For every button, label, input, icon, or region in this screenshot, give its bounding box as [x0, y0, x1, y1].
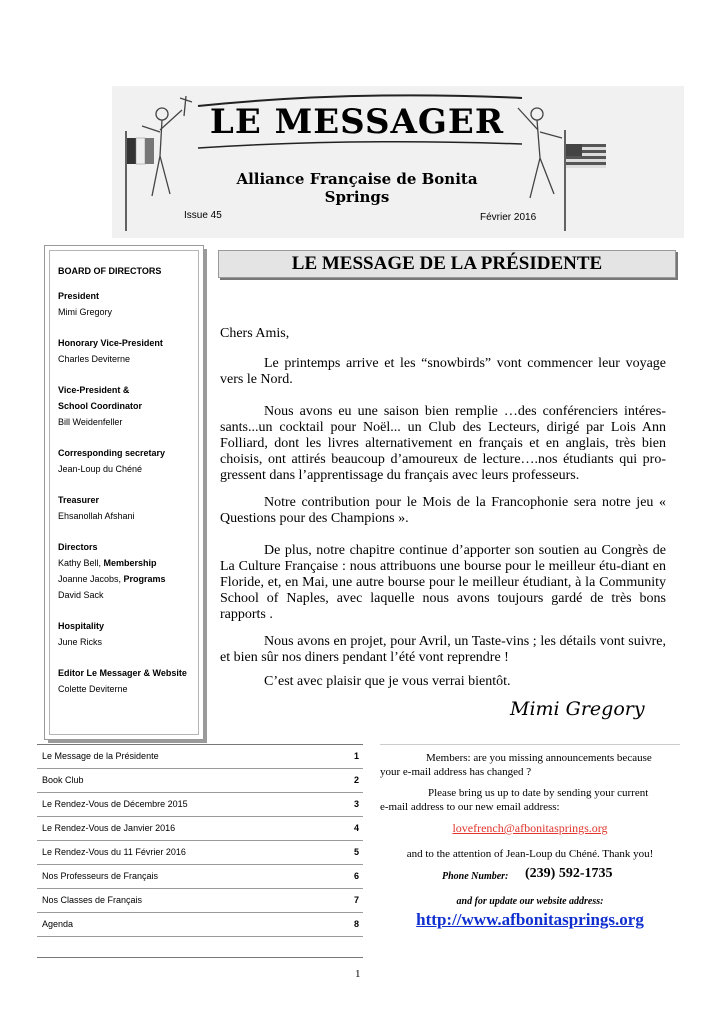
toc-row[interactable]	[37, 745, 363, 769]
phone-number: (239) 592-1735	[525, 866, 613, 881]
board-heading: BOARD OF DIRECTORS	[58, 266, 162, 276]
board-of-directors-panel	[44, 245, 204, 740]
board-member: Charles Deviterne	[58, 354, 131, 364]
board-role: Honorary Vice-President	[58, 338, 163, 348]
letter-paragraph: Notre contribution pour le Mois de la Francophonie sera notre jeu « Questions pour des Champions ».	[220, 495, 666, 526]
page-number: 1	[355, 968, 361, 980]
section-heading: LE MESSAGE DE LA PRÉSIDENTE	[291, 253, 603, 274]
toc-page: 3	[353, 799, 359, 809]
board-inner-frame	[49, 250, 199, 735]
letter-paragraph: C’est avec plaisir que je vous verrai bientôt.	[264, 674, 511, 689]
toc-title: Nos Classes de Français	[42, 895, 143, 905]
masthead	[112, 86, 684, 238]
signature: Mimi Gregory	[510, 698, 645, 720]
issue-date: Février 2016	[480, 212, 537, 223]
toc-title: Book Club	[42, 775, 84, 785]
letter-paragraph: Le printemps arrive et les “snowbirds” vont commencer leur voyage vers le Nord.	[220, 356, 666, 387]
toc-page: 2	[353, 775, 359, 785]
toc-row[interactable]	[37, 769, 363, 793]
board-member: Jean-Loup du Chéné	[58, 464, 143, 474]
board-role: Vice-President &	[58, 385, 130, 395]
right-mercury-icon	[518, 108, 562, 198]
toc-title: Agenda	[42, 919, 74, 929]
letter-paragraph: De plus, notre chapitre continue d’apporter son soutien au Congrès de La Culture Française : nous attribuons une bourse pour le meilleur étu-diant en Floride, et, en Mai, une autre bourse pour le meilleur étudiant, à la Community School of Naples, avec laquelle nous avons toujours gardé de très bons rapports .	[220, 543, 666, 622]
newsletter-title: LE MESSAGER	[209, 102, 505, 142]
board-member	[58, 557, 203, 569]
toc-row[interactable]	[37, 841, 363, 865]
director-role: Membership	[103, 558, 157, 568]
section-heading-box	[218, 250, 676, 278]
website-label: and for update our website address:	[456, 896, 604, 907]
board-role: Treasurer	[58, 495, 100, 505]
toc-title: Nos Professeurs de Français	[42, 871, 159, 881]
toc-title: Le Rendez-Vous du 11 Février 2016	[42, 847, 186, 857]
letter-salutation: Chers Amis,	[220, 326, 290, 341]
toc-title: Le Message de la Présidente	[42, 751, 159, 761]
letter-paragraph: Nous avons eu une saison bien remplie …des conférenciers intéres-sants...un cocktail pour Noël... un Club des Lecteurs, dirigé par Lois Ann Folliard, dont les livres alternativement en français et en anglais, très bien choisis, ont attirés beaucoup d’amoureux de lecture….nos étudiants qui pro-gressent dans l’apprentissage du français avec leurs professeurs.	[220, 404, 666, 483]
toc-row[interactable]	[37, 817, 363, 841]
toc-page: 6	[353, 871, 359, 881]
toc-row[interactable]	[37, 793, 363, 817]
phone-label: Phone Number:	[442, 871, 509, 882]
board-member: Colette Deviterne	[58, 684, 128, 694]
board-member: Ehsanollah Afshani	[58, 511, 135, 521]
toc-row[interactable]	[37, 865, 363, 889]
board-role: President	[58, 291, 100, 301]
director-name: Joanne Jacobs,	[58, 574, 124, 584]
members-notice: your e-mail address has changed ?	[380, 766, 532, 778]
toc-row[interactable]	[37, 913, 363, 937]
toc-bottom-rule	[37, 957, 363, 958]
members-notice: Please bring us up to date by sending your current	[428, 787, 649, 799]
board-member: Bill Weidenfeller	[58, 417, 123, 427]
email-link[interactable]: lovefrench@afbonitasprings.org	[452, 821, 608, 835]
members-attention: and to the attention of Jean-Loup du Chéné. Thank you!	[406, 848, 654, 860]
letter-paragraph: Nous avons en projet, pour Avril, un Taste-vins ; les détails vont suivre, et bien sûr nos diners pendant l’été vont reprendre !	[220, 634, 666, 665]
members-notice: e-mail address to our new email address:	[380, 801, 560, 813]
members-notice: Members: are you missing announcements because	[426, 752, 652, 764]
toc-row[interactable]	[37, 889, 363, 913]
toc-page: 1	[353, 751, 359, 761]
board-role: Hospitality	[58, 621, 105, 631]
french-flag-icon	[126, 131, 154, 231]
board-role: Directors	[58, 542, 98, 552]
toc-page: 4	[353, 823, 359, 833]
issue-number: Issue 45	[184, 210, 222, 221]
board-member: Mimi Gregory	[58, 307, 113, 317]
board-member: David Sack	[58, 590, 104, 600]
toc-page: 5	[353, 847, 359, 857]
toc-title: Le Rendez-Vous de Janvier 2016	[42, 823, 176, 833]
website-link[interactable]: http://www.afbonitasprings.org	[416, 910, 644, 929]
newsletter-subtitle: Alliance Française de Bonita Springs	[236, 170, 478, 206]
board-role: Editor Le Messager & Website	[58, 668, 187, 678]
toc-page: 8	[353, 919, 359, 929]
toc-page: 7	[353, 895, 359, 905]
board-member: June Ricks	[58, 637, 103, 647]
members-top-rule	[380, 744, 680, 745]
board-member	[58, 573, 203, 585]
board-role: Corresponding secretary	[58, 448, 166, 458]
us-flag-icon	[565, 130, 606, 231]
director-name: Kathy Bell,	[58, 558, 104, 568]
board-role: School Coordinator	[58, 401, 142, 411]
toc-title: Le Rendez-Vous de Décembre 2015	[42, 799, 188, 809]
director-role: Programs	[123, 574, 166, 584]
